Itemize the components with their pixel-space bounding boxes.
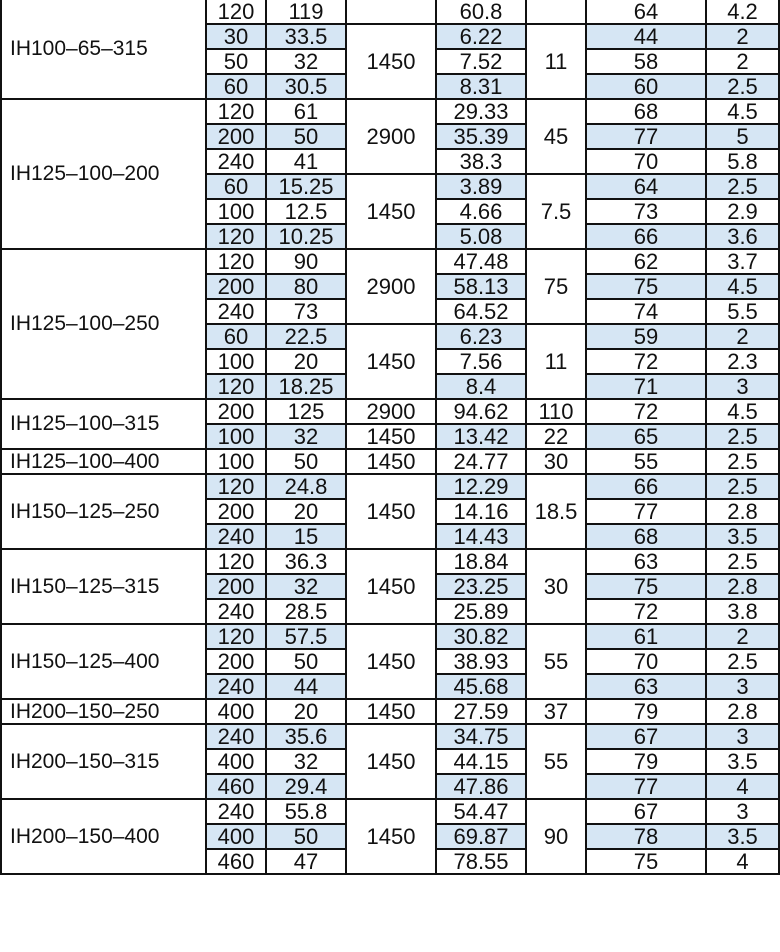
efficiency-cell: 75 [586,574,706,599]
npsh-cell: 3 [706,724,779,749]
speed-cell: 1450 [346,474,436,549]
npsh-cell: 2 [706,24,779,49]
flow-cell: 120 [206,0,266,24]
head-cell: 80 [266,274,346,299]
model-cell: IH125–100–315 [1,399,206,449]
shaft-power-cell: 25.89 [436,599,526,624]
npsh-cell: 2 [706,49,779,74]
efficiency-cell: 62 [586,249,706,274]
flow-cell: 120 [206,99,266,124]
npsh-cell: 5.8 [706,149,779,174]
efficiency-cell: 67 [586,799,706,824]
npsh-cell: 2 [706,624,779,649]
shaft-power-cell: 6.23 [436,324,526,349]
table-row [1,99,779,124]
model-cell: IH200–150–315 [1,724,206,799]
model-cell: IH200–150–250 [1,699,206,724]
motor-power-cell: 11 [526,324,586,399]
shaft-power-cell: 64.52 [436,299,526,324]
flow-cell: 240 [206,599,266,624]
efficiency-cell: 44 [586,24,706,49]
npsh-cell: 2.8 [706,499,779,524]
flow-cell: 200 [206,124,266,149]
table-row [1,399,779,424]
head-cell: 57.5 [266,624,346,649]
efficiency-cell: 64 [586,174,706,199]
npsh-cell: 2.3 [706,349,779,374]
shaft-power-cell: 14.16 [436,499,526,524]
shaft-power-cell: 8.4 [436,374,526,399]
npsh-cell: 5 [706,124,779,149]
head-cell: 15.25 [266,174,346,199]
table-row [1,549,779,574]
flow-cell: 400 [206,749,266,774]
head-cell: 47 [266,849,346,874]
motor-power-cell: 75 [526,249,586,324]
efficiency-cell: 70 [586,149,706,174]
npsh-cell: 4.5 [706,99,779,124]
efficiency-cell: 75 [586,274,706,299]
speed-cell: 1450 [346,24,436,99]
shaft-power-cell: 3.89 [436,174,526,199]
shaft-power-cell: 5.08 [436,224,526,249]
speed-cell: 1450 [346,449,436,474]
flow-cell: 240 [206,149,266,174]
shaft-power-cell: 14.43 [436,524,526,549]
model-cell: IH150–125–250 [1,474,206,549]
efficiency-cell: 63 [586,674,706,699]
motor-power-cell: 110 [526,399,586,424]
flow-cell: 240 [206,674,266,699]
shaft-power-cell: 60.8 [436,0,526,24]
motor-power-cell: 11 [526,24,586,99]
head-cell: 28.5 [266,599,346,624]
head-cell: 10.25 [266,224,346,249]
efficiency-cell: 79 [586,699,706,724]
shaft-power-cell: 18.84 [436,549,526,574]
speed-cell: 1450 [346,724,436,799]
npsh-cell: 3.5 [706,524,779,549]
efficiency-cell: 65 [586,424,706,449]
model-cell: IH125–100–250 [1,249,206,399]
head-cell: 12.5 [266,199,346,224]
efficiency-cell: 79 [586,749,706,774]
flow-cell: 400 [206,699,266,724]
efficiency-cell: 58 [586,49,706,74]
speed-cell: 1450 [346,549,436,624]
speed-cell [346,0,436,24]
shaft-power-cell: 7.56 [436,349,526,374]
shaft-power-cell: 38.93 [436,649,526,674]
motor-power-cell: 55 [526,724,586,799]
shaft-power-cell: 24.77 [436,449,526,474]
flow-cell: 240 [206,724,266,749]
flow-cell: 120 [206,624,266,649]
head-cell: 30.5 [266,74,346,99]
flow-cell: 200 [206,274,266,299]
table-row [1,624,779,649]
head-cell: 20 [266,349,346,374]
head-cell: 50 [266,649,346,674]
npsh-cell: 2.5 [706,474,779,499]
shaft-power-cell: 34.75 [436,724,526,749]
flow-cell: 120 [206,549,266,574]
motor-power-cell: 90 [526,799,586,874]
npsh-cell: 4 [706,774,779,799]
shaft-power-cell: 35.39 [436,124,526,149]
shaft-power-cell: 13.42 [436,424,526,449]
head-cell: 32 [266,424,346,449]
head-cell: 35.6 [266,724,346,749]
shaft-power-cell: 94.62 [436,399,526,424]
head-cell: 33.5 [266,24,346,49]
flow-cell: 240 [206,799,266,824]
npsh-cell: 2.9 [706,199,779,224]
speed-cell: 2900 [346,99,436,174]
npsh-cell: 3.6 [706,224,779,249]
shaft-power-cell: 7.52 [436,49,526,74]
npsh-cell: 2.5 [706,74,779,99]
efficiency-cell: 59 [586,324,706,349]
shaft-power-cell: 54.47 [436,799,526,824]
table-row [1,699,779,724]
npsh-cell: 3.5 [706,824,779,849]
head-cell: 125 [266,399,346,424]
shaft-power-cell: 27.59 [436,699,526,724]
shaft-power-cell: 6.22 [436,24,526,49]
efficiency-cell: 70 [586,649,706,674]
flow-cell: 200 [206,574,266,599]
efficiency-cell: 60 [586,74,706,99]
head-cell: 119 [266,0,346,24]
model-cell: IH125–100–200 [1,99,206,249]
motor-power-cell: 30 [526,449,586,474]
shaft-power-cell: 47.86 [436,774,526,799]
head-cell: 50 [266,124,346,149]
efficiency-cell: 72 [586,399,706,424]
head-cell: 36.3 [266,549,346,574]
speed-cell: 1450 [346,424,436,449]
head-cell: 44 [266,674,346,699]
head-cell: 50 [266,824,346,849]
speed-cell: 2900 [346,399,436,424]
speed-cell: 1450 [346,324,436,399]
efficiency-cell: 77 [586,124,706,149]
flow-cell: 60 [206,174,266,199]
efficiency-cell: 71 [586,374,706,399]
flow-cell: 100 [206,449,266,474]
flow-cell: 30 [206,24,266,49]
flow-cell: 460 [206,774,266,799]
npsh-cell: 2.8 [706,574,779,599]
efficiency-cell: 61 [586,624,706,649]
efficiency-cell: 66 [586,224,706,249]
npsh-cell: 3 [706,374,779,399]
motor-power-cell: 55 [526,624,586,699]
model-cell: IH150–125–315 [1,549,206,624]
flow-cell: 100 [206,349,266,374]
model-cell: IH150–125–400 [1,624,206,699]
motor-power-cell: 30 [526,549,586,624]
shaft-power-cell: 58.13 [436,274,526,299]
efficiency-cell: 72 [586,599,706,624]
table-row [1,799,779,824]
efficiency-cell: 64 [586,0,706,24]
motor-power-cell: 37 [526,699,586,724]
efficiency-cell: 77 [586,499,706,524]
head-cell: 29.4 [266,774,346,799]
table-row [1,249,779,274]
flow-cell: 50 [206,49,266,74]
head-cell: 41 [266,149,346,174]
motor-power-cell: 7.5 [526,174,586,249]
npsh-cell: 2.5 [706,174,779,199]
efficiency-cell: 66 [586,474,706,499]
table-row [1,724,779,749]
efficiency-cell: 75 [586,849,706,874]
motor-power-cell: 18.5 [526,474,586,549]
motor-power-cell: 45 [526,99,586,174]
model-cell: IH100–65–315 [1,0,206,99]
npsh-cell: 3.5 [706,749,779,774]
efficiency-cell: 77 [586,774,706,799]
npsh-cell: 3 [706,674,779,699]
speed-cell: 1450 [346,699,436,724]
flow-cell: 240 [206,524,266,549]
npsh-cell: 5.5 [706,299,779,324]
npsh-cell: 4.5 [706,399,779,424]
flow-cell: 200 [206,499,266,524]
shaft-power-cell: 38.3 [436,149,526,174]
flow-cell: 460 [206,849,266,874]
npsh-cell: 4.5 [706,274,779,299]
shaft-power-cell: 4.66 [436,199,526,224]
shaft-power-cell: 30.82 [436,624,526,649]
head-cell: 55.8 [266,799,346,824]
table-row [1,0,779,24]
speed-cell: 1450 [346,799,436,874]
efficiency-cell: 72 [586,349,706,374]
shaft-power-cell: 78.55 [436,849,526,874]
efficiency-cell: 73 [586,199,706,224]
npsh-cell: 3 [706,799,779,824]
table-row [1,449,779,474]
shaft-power-cell: 47.48 [436,249,526,274]
efficiency-cell: 68 [586,99,706,124]
motor-power-cell: 22 [526,424,586,449]
shaft-power-cell: 8.31 [436,74,526,99]
head-cell: 18.25 [266,374,346,399]
shaft-power-cell: 44.15 [436,749,526,774]
flow-cell: 60 [206,324,266,349]
npsh-cell: 2.8 [706,699,779,724]
flow-cell: 240 [206,299,266,324]
flow-cell: 120 [206,374,266,399]
head-cell: 61 [266,99,346,124]
speed-cell: 1450 [346,624,436,699]
head-cell: 32 [266,574,346,599]
flow-cell: 200 [206,399,266,424]
head-cell: 73 [266,299,346,324]
head-cell: 15 [266,524,346,549]
npsh-cell: 2.5 [706,649,779,674]
shaft-power-cell: 45.68 [436,674,526,699]
head-cell: 24.8 [266,474,346,499]
npsh-cell: 4 [706,849,779,874]
npsh-cell: 4.2 [706,0,779,24]
shaft-power-cell: 69.87 [436,824,526,849]
table-row [1,474,779,499]
head-cell: 20 [266,699,346,724]
flow-cell: 60 [206,74,266,99]
shaft-power-cell: 23.25 [436,574,526,599]
shaft-power-cell: 29.33 [436,99,526,124]
speed-cell: 2900 [346,249,436,324]
head-cell: 22.5 [266,324,346,349]
speed-cell: 1450 [346,174,436,249]
npsh-cell: 2 [706,324,779,349]
flow-cell: 100 [206,424,266,449]
flow-cell: 120 [206,224,266,249]
model-cell: IH200–150–400 [1,799,206,874]
efficiency-cell: 68 [586,524,706,549]
npsh-cell: 2.5 [706,449,779,474]
npsh-cell: 2.5 [706,424,779,449]
flow-cell: 120 [206,249,266,274]
head-cell: 32 [266,749,346,774]
flow-cell: 400 [206,824,266,849]
npsh-cell: 3.8 [706,599,779,624]
flow-cell: 200 [206,649,266,674]
model-cell: IH125–100–400 [1,449,206,474]
head-cell: 20 [266,499,346,524]
shaft-power-cell: 12.29 [436,474,526,499]
head-cell: 32 [266,49,346,74]
npsh-cell: 3.7 [706,249,779,274]
npsh-cell: 2.5 [706,549,779,574]
flow-cell: 120 [206,474,266,499]
efficiency-cell: 67 [586,724,706,749]
efficiency-cell: 74 [586,299,706,324]
efficiency-cell: 78 [586,824,706,849]
head-cell: 50 [266,449,346,474]
efficiency-cell: 55 [586,449,706,474]
motor-power-cell [526,0,586,24]
flow-cell: 100 [206,199,266,224]
head-cell: 90 [266,249,346,274]
efficiency-cell: 63 [586,549,706,574]
